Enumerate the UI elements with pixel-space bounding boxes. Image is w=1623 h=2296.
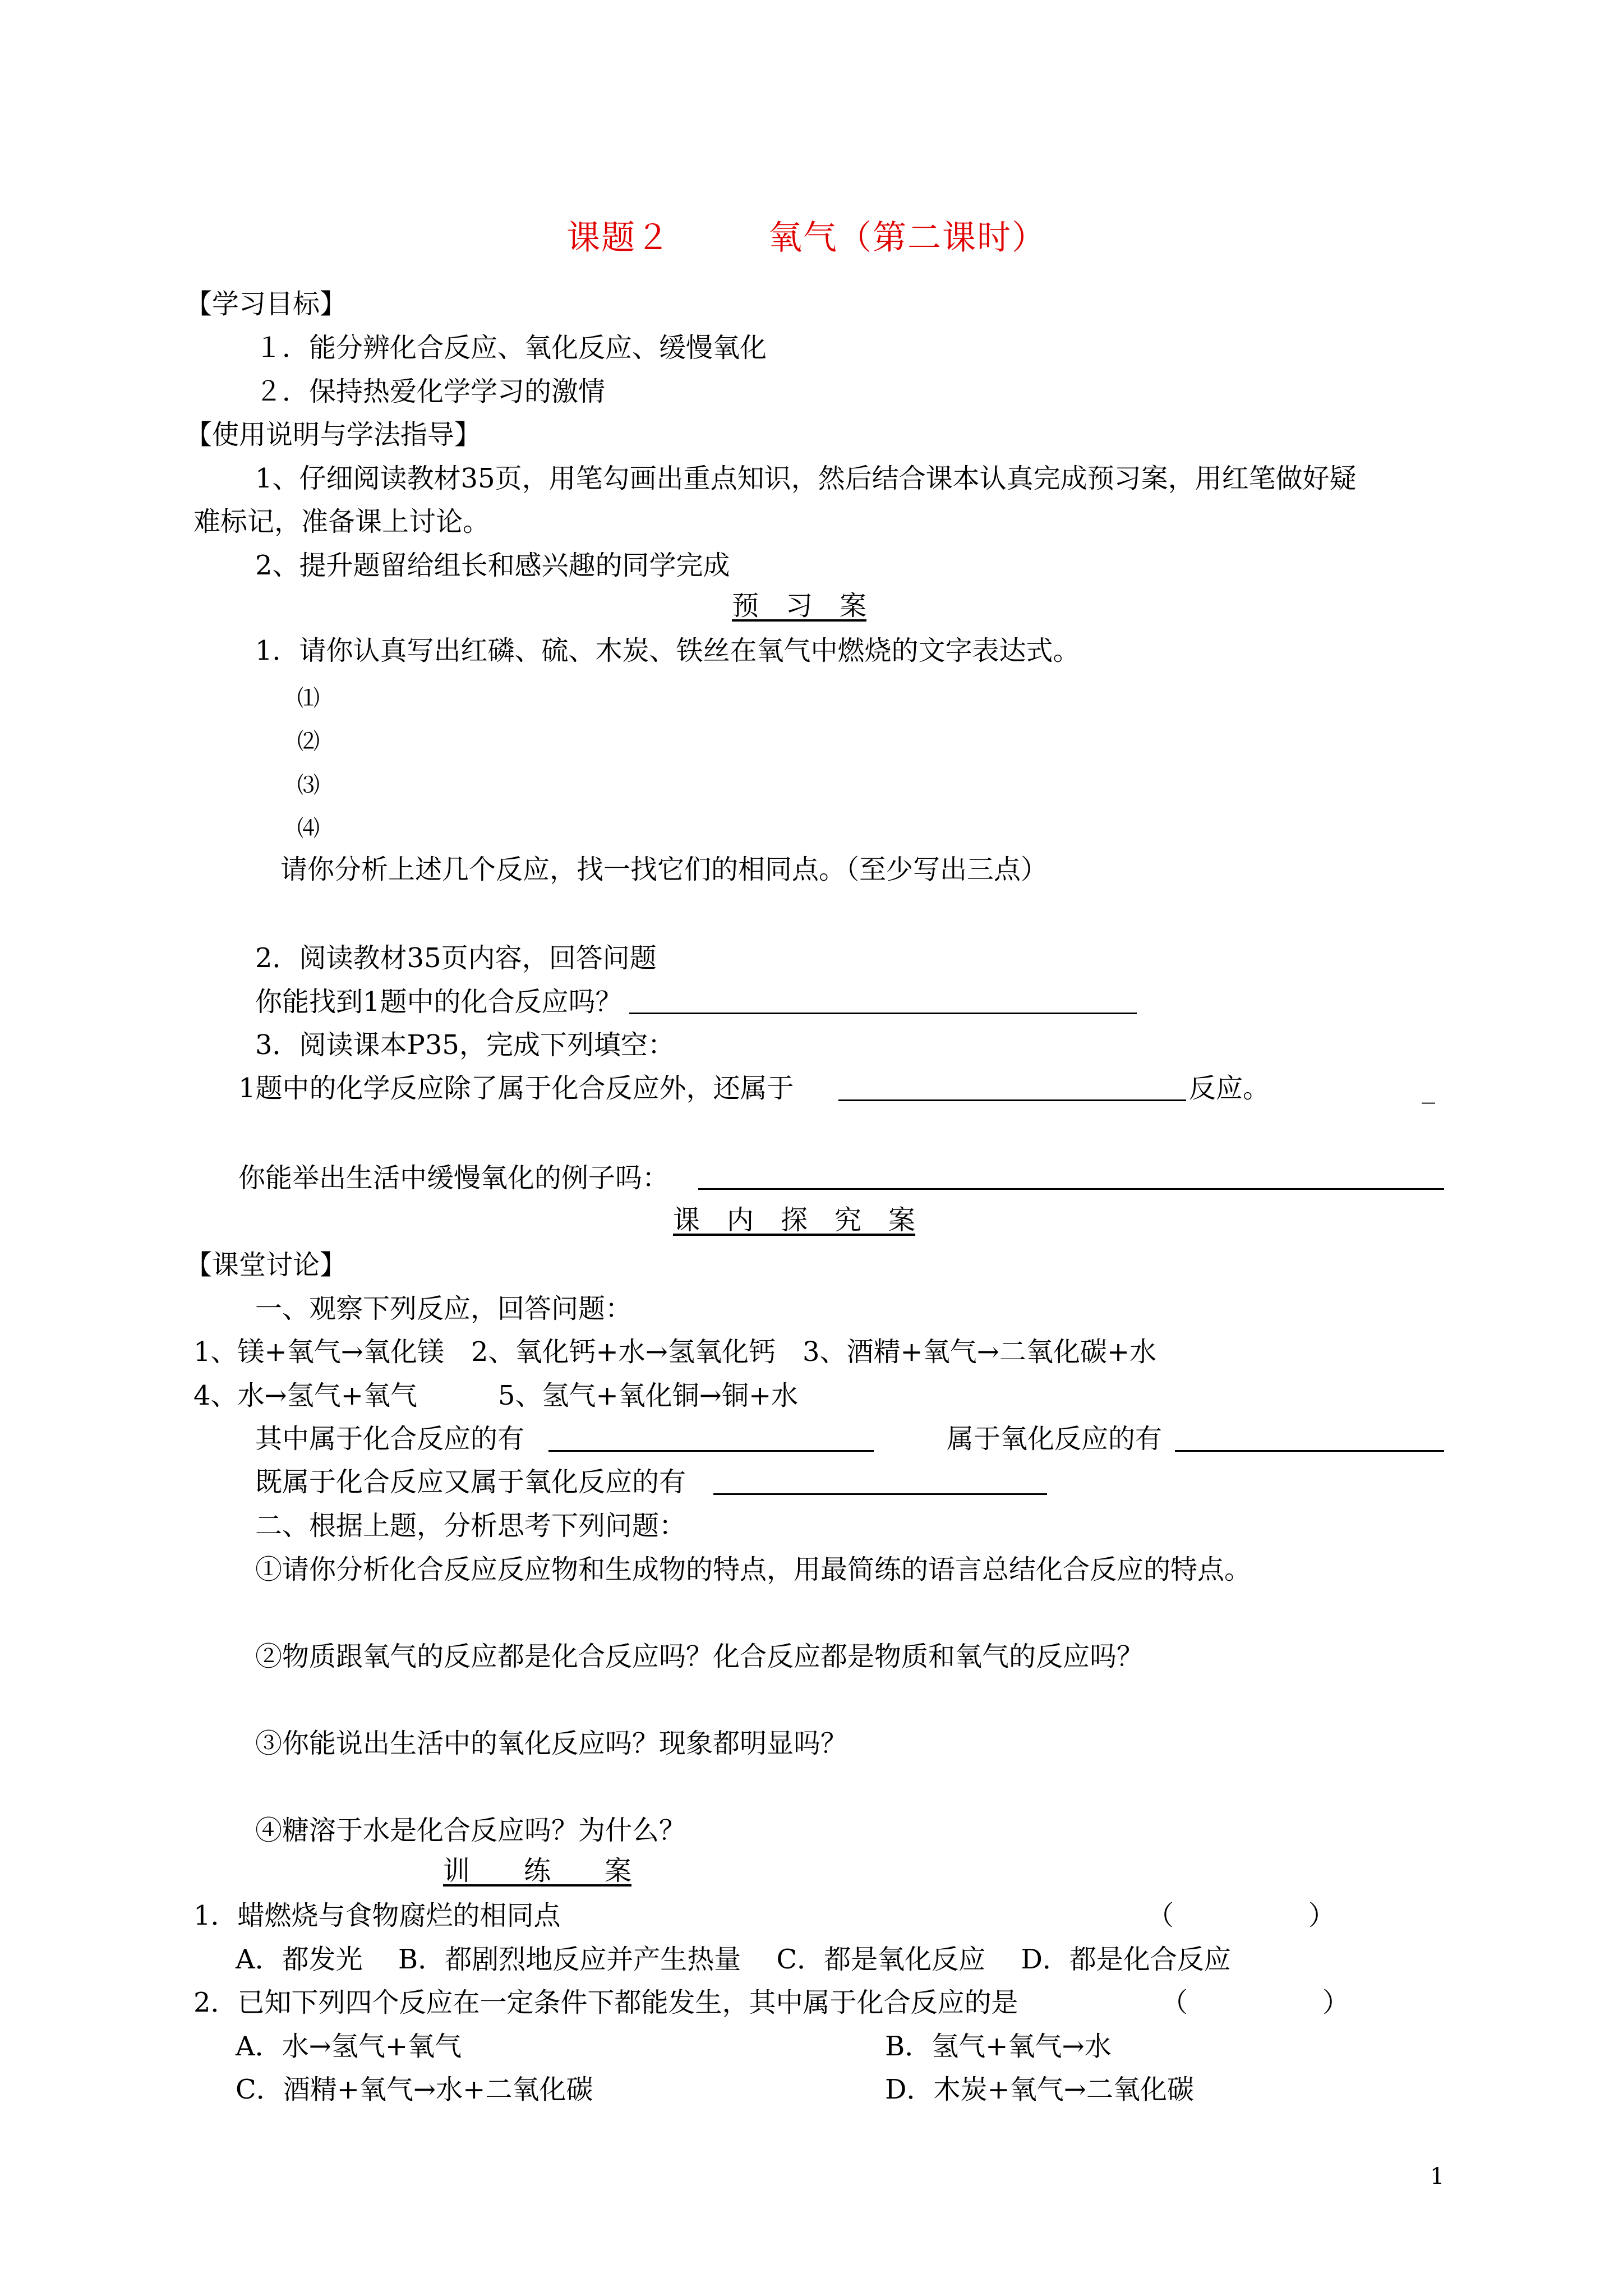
oxidation-label: 属于氧化反应的有 xyxy=(947,1423,1163,1455)
answer-blank[interactable] xyxy=(1175,1450,1444,1452)
reactions-line-2: 4、水→氢气+氧气 5、氢气+氧化铜→铜+水 xyxy=(193,1380,799,1411)
training-q2: 2．已知下列四个反应在一定条件下都能发生，其中属于化合反应的是 xyxy=(193,1987,1018,2018)
answer-blank[interactable] xyxy=(698,1188,1444,1190)
guide-item-1-cont: 难标记，准备课上讨论。 xyxy=(193,506,490,537)
training-q1-options: A．都发光 B．都剧烈地反应并产生热量 C．都是氧化反应 D．都是化合反应 xyxy=(236,1944,1231,1975)
preview-q3: 3．阅读课本P35，完成下列填空： xyxy=(255,1029,675,1061)
combination-label: 其中属于化合反应的有 xyxy=(255,1423,525,1455)
preview-heading: 预 习 案 xyxy=(732,590,867,622)
preview-q3-fill-post: 反应。 xyxy=(1189,1073,1270,1104)
preview-q1-item: ⑴ xyxy=(297,685,320,711)
training-heading: 训 练 案 xyxy=(443,1855,632,1887)
preview-q2: 2．阅读教材35页内容，回答问题 xyxy=(255,942,657,974)
inclass-part2: 二、根据上题，分析思考下列问题： xyxy=(255,1510,686,1542)
preview-q1-item: ⑵ xyxy=(297,729,320,754)
reactions-line-1: 1、镁+氧气→氧化镁 2、氧化钙+水→氢氧化钙 3、酒精+氧气→二氧化碳+水 xyxy=(193,1336,1157,1368)
preview-q2-sub: 你能找到1题中的化合反应吗？ xyxy=(255,986,623,1018)
lesson-title: 氧气（第二课时） xyxy=(768,218,1046,257)
inclass-q4: ④糖溶于水是化合反应吗？为什么？ xyxy=(255,1815,686,1846)
lesson-topic: 课题２ xyxy=(566,218,671,257)
answer-blank[interactable] xyxy=(838,1099,1186,1101)
preview-q3-fill-pre: 1题中的化学反应除了属于化合反应外，还属于 xyxy=(238,1073,794,1104)
preview-q1-item: ⑷ xyxy=(297,816,320,841)
answer-bracket[interactable]: （ ） xyxy=(1147,1900,1336,1931)
inclass-q2: ②物质跟氧气的反应都是化合反应吗？化合反应都是物质和氧气的反应吗？ xyxy=(255,1641,1144,1672)
answer-blank[interactable] xyxy=(713,1493,1047,1495)
training-q2-option: C．酒精+氧气→水+二氧化碳 xyxy=(236,2074,593,2105)
guide-heading: 【使用说明与学法指导】 xyxy=(185,419,482,450)
discussion-heading: 【课堂讨论】 xyxy=(185,1249,347,1281)
training-q2-option: B．氢气+氧气→水 xyxy=(885,2031,1112,2062)
trailing-mark: _ xyxy=(1422,1073,1435,1104)
inclass-q1: ①请你分析化合反应反应物和生成物的特点，用最简练的语言总结化合反应的特点。 xyxy=(255,1554,1252,1585)
inclass-part1: 一、观察下列反应，回答问题： xyxy=(255,1293,633,1324)
answer-blank[interactable] xyxy=(629,1013,1137,1014)
answer-bracket[interactable]: （ ） xyxy=(1161,1987,1350,2018)
objective-item: ２．保持热爱化学学习的激情 xyxy=(255,376,606,407)
preview-q1-analysis: 请你分析上述几个反应，找一找它们的相同点。（至少写出三点） xyxy=(280,854,1048,885)
inclass-heading: 课 内 探 究 案 xyxy=(673,1204,916,1236)
preview-q3-example: 你能举出生活中缓慢氧化的例子吗： xyxy=(238,1162,670,1194)
preview-q1: 1．请你认真写出红磷、硫、木炭、铁丝在氧气中燃烧的文字表达式。 xyxy=(255,635,1080,666)
guide-item-1: 1、仔细阅读教材35页，用笔勾画出重点知识，然后结合课本认真完成预习案，用红笔做好疑 xyxy=(255,463,1357,494)
inclass-q3: ③你能说出生活中的氧化反应吗？现象都明显吗？ xyxy=(255,1728,848,1759)
training-q2-option: D．木炭+氧气→二氧化碳 xyxy=(885,2074,1194,2105)
answer-blank[interactable] xyxy=(548,1450,874,1452)
training-q1: 1．蜡燃烧与食物腐烂的相同点 xyxy=(193,1900,561,1931)
guide-item-2: 2、提升题留给组长和感兴趣的同学完成 xyxy=(255,550,730,581)
objectives-heading: 【学习目标】 xyxy=(185,288,347,320)
training-q2-option: A．水→氢气+氧气 xyxy=(236,2031,462,2062)
preview-q1-item: ⑶ xyxy=(297,772,320,798)
objective-item: １．能分辨化合反应、氧化反应、缓慢氧化 xyxy=(255,332,767,364)
both-label: 既属于化合反应又属于氧化反应的有 xyxy=(255,1466,686,1498)
page-number: 1 xyxy=(1430,2164,1445,2189)
